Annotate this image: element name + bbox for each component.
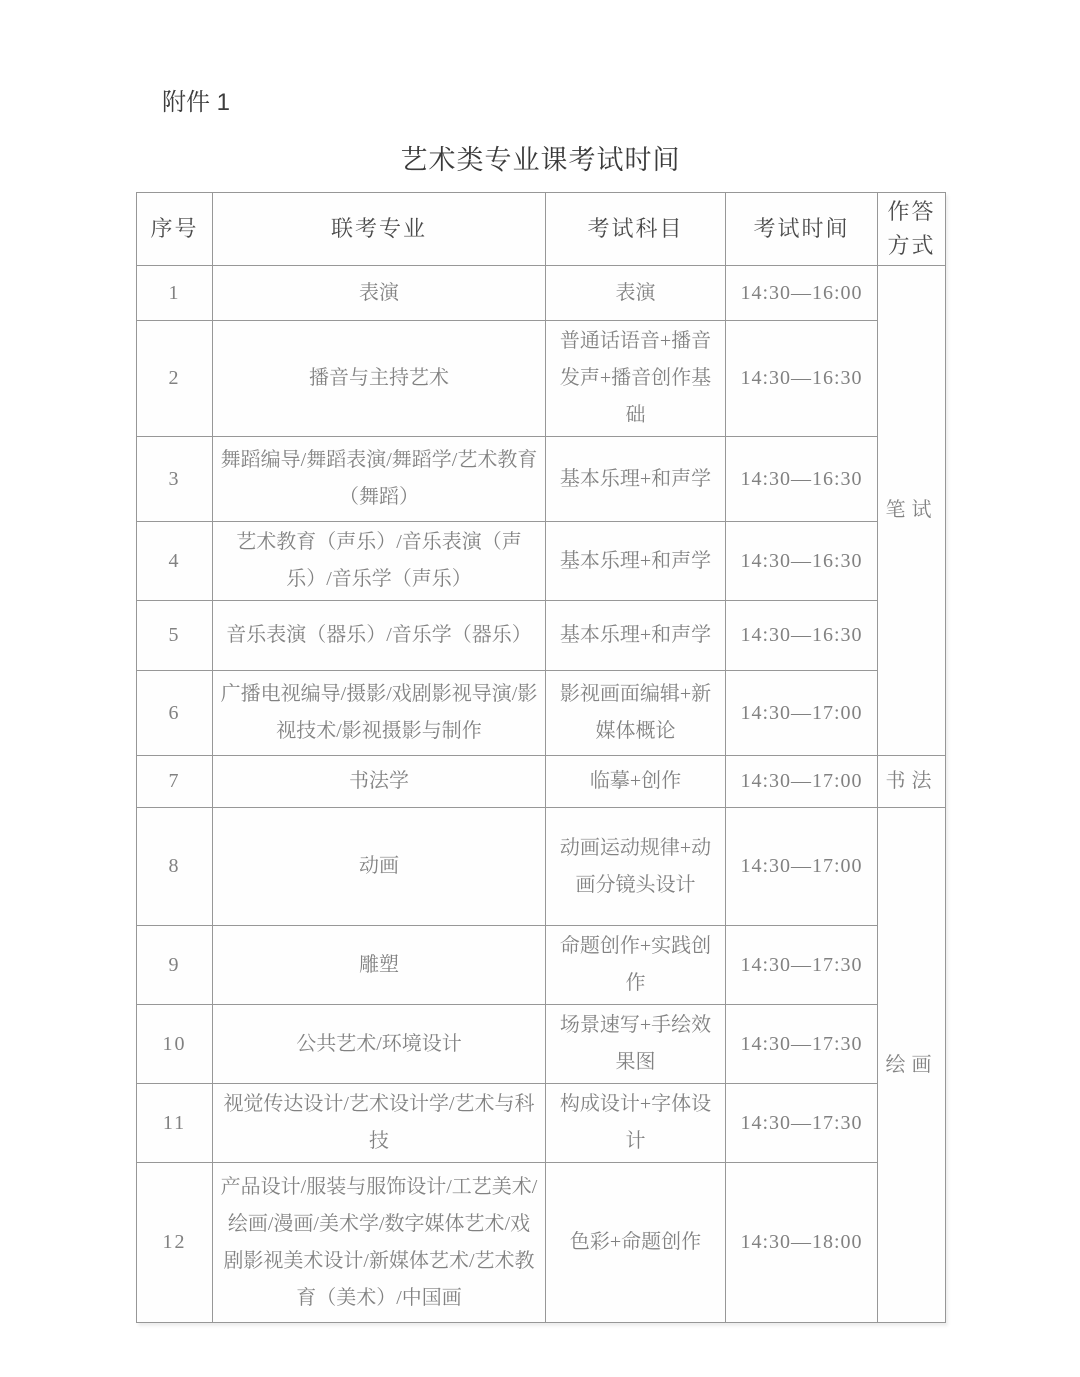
major-cell: 动画 (213, 808, 546, 926)
answer-mode-cell: 书法 (878, 756, 946, 808)
header-row (137, 193, 946, 266)
time-cell: 14:30—17:00 (726, 756, 878, 808)
subject-cell: 构成设计+字体设计 (546, 1084, 726, 1163)
row-number-cell: 6 (137, 671, 213, 756)
time-cell: 14:30—18:00 (726, 1163, 878, 1323)
major-cell: 音乐表演（器乐）/音乐学（器乐） (213, 601, 546, 671)
row-number-cell: 1 (137, 266, 213, 321)
time-cell: 14:30—16:30 (726, 321, 878, 437)
row-number-cell: 10 (137, 1005, 213, 1084)
subject-cell: 影视画面编辑+新媒体概论 (546, 671, 726, 756)
row-number-cell: 2 (137, 321, 213, 437)
header-no: 序号 (137, 193, 213, 266)
table-row (137, 1084, 946, 1163)
table-row (137, 808, 946, 926)
row-number-cell: 5 (137, 601, 213, 671)
major-cell: 舞蹈编导/舞蹈表演/舞蹈学/艺术教育（舞蹈） (213, 437, 546, 522)
major-cell: 公共艺术/环境设计 (213, 1005, 546, 1084)
answer-mode-cell: 笔试 (878, 266, 946, 756)
time-cell: 14:30—16:30 (726, 437, 878, 522)
row-number-cell: 12 (137, 1163, 213, 1323)
table-row (137, 671, 946, 756)
major-cell: 表演 (213, 266, 546, 321)
subject-cell: 表演 (546, 266, 726, 321)
subject-cell: 基本乐理+和声学 (546, 437, 726, 522)
row-number-cell: 8 (137, 808, 213, 926)
subject-cell: 命题创作+实践创作 (546, 926, 726, 1005)
table-row (137, 756, 946, 808)
subject-cell: 色彩+命题创作 (546, 1163, 726, 1323)
table-row (137, 522, 946, 601)
row-number-cell: 4 (137, 522, 213, 601)
table-row (137, 1005, 946, 1084)
major-cell: 艺术教育（声乐）/音乐表演（声乐）/音乐学（声乐） (213, 522, 546, 601)
table-row (137, 601, 946, 671)
time-cell: 14:30—17:30 (726, 926, 878, 1005)
table-row (137, 266, 946, 321)
row-number-cell: 3 (137, 437, 213, 522)
time-cell: 14:30—17:00 (726, 808, 878, 926)
subject-cell: 场景速写+手绘效果图 (546, 1005, 726, 1084)
table-row (137, 1163, 946, 1323)
table-row (137, 321, 946, 437)
subject-cell: 动画运动规律+动画分镜头设计 (546, 808, 726, 926)
attachment-label: 附件 1 (162, 89, 231, 116)
time-cell: 14:30—16:30 (726, 601, 878, 671)
header-time: 考试时间 (726, 193, 878, 266)
major-cell: 雕塑 (213, 926, 546, 1005)
header-major: 联考专业 (213, 193, 546, 266)
page-title: 艺术类专业课考试时间 (400, 145, 681, 175)
major-cell: 视觉传达设计/艺术设计学/艺术与科技 (213, 1084, 546, 1163)
time-cell: 14:30—16:00 (726, 266, 878, 321)
table-row (137, 926, 946, 1005)
row-number-cell: 11 (137, 1084, 213, 1163)
row-number-cell: 7 (137, 756, 213, 808)
time-cell: 14:30—17:00 (726, 671, 878, 756)
major-cell: 播音与主持艺术 (213, 321, 546, 437)
time-cell: 14:30—17:30 (726, 1005, 878, 1084)
exam-table-body (137, 193, 946, 1323)
time-cell: 14:30—17:30 (726, 1084, 878, 1163)
subject-cell: 基本乐理+和声学 (546, 601, 726, 671)
subject-cell: 普通话语音+播音发声+播音创作基础 (546, 321, 726, 437)
subject-cell: 临摹+创作 (546, 756, 726, 808)
major-cell: 产品设计/服装与服饰设计/工艺美术/绘画/漫画/美术学/数字媒体艺术/戏剧影视美术设计/新媒体艺术/艺术教育（美术）/中国画 (213, 1163, 546, 1323)
major-cell: 广播电视编导/摄影/戏剧影视导演/影视技术/影视摄影与制作 (213, 671, 546, 756)
answer-mode-cell: 绘画 (878, 808, 946, 1323)
header-mode: 作答方式 (878, 193, 946, 266)
time-cell: 14:30—16:30 (726, 522, 878, 601)
row-number-cell: 9 (137, 926, 213, 1005)
header-subject: 考试科目 (546, 193, 726, 266)
exam-table (136, 192, 946, 1323)
subject-cell: 基本乐理+和声学 (546, 522, 726, 601)
major-cell: 书法学 (213, 756, 546, 808)
table-row (137, 437, 946, 522)
